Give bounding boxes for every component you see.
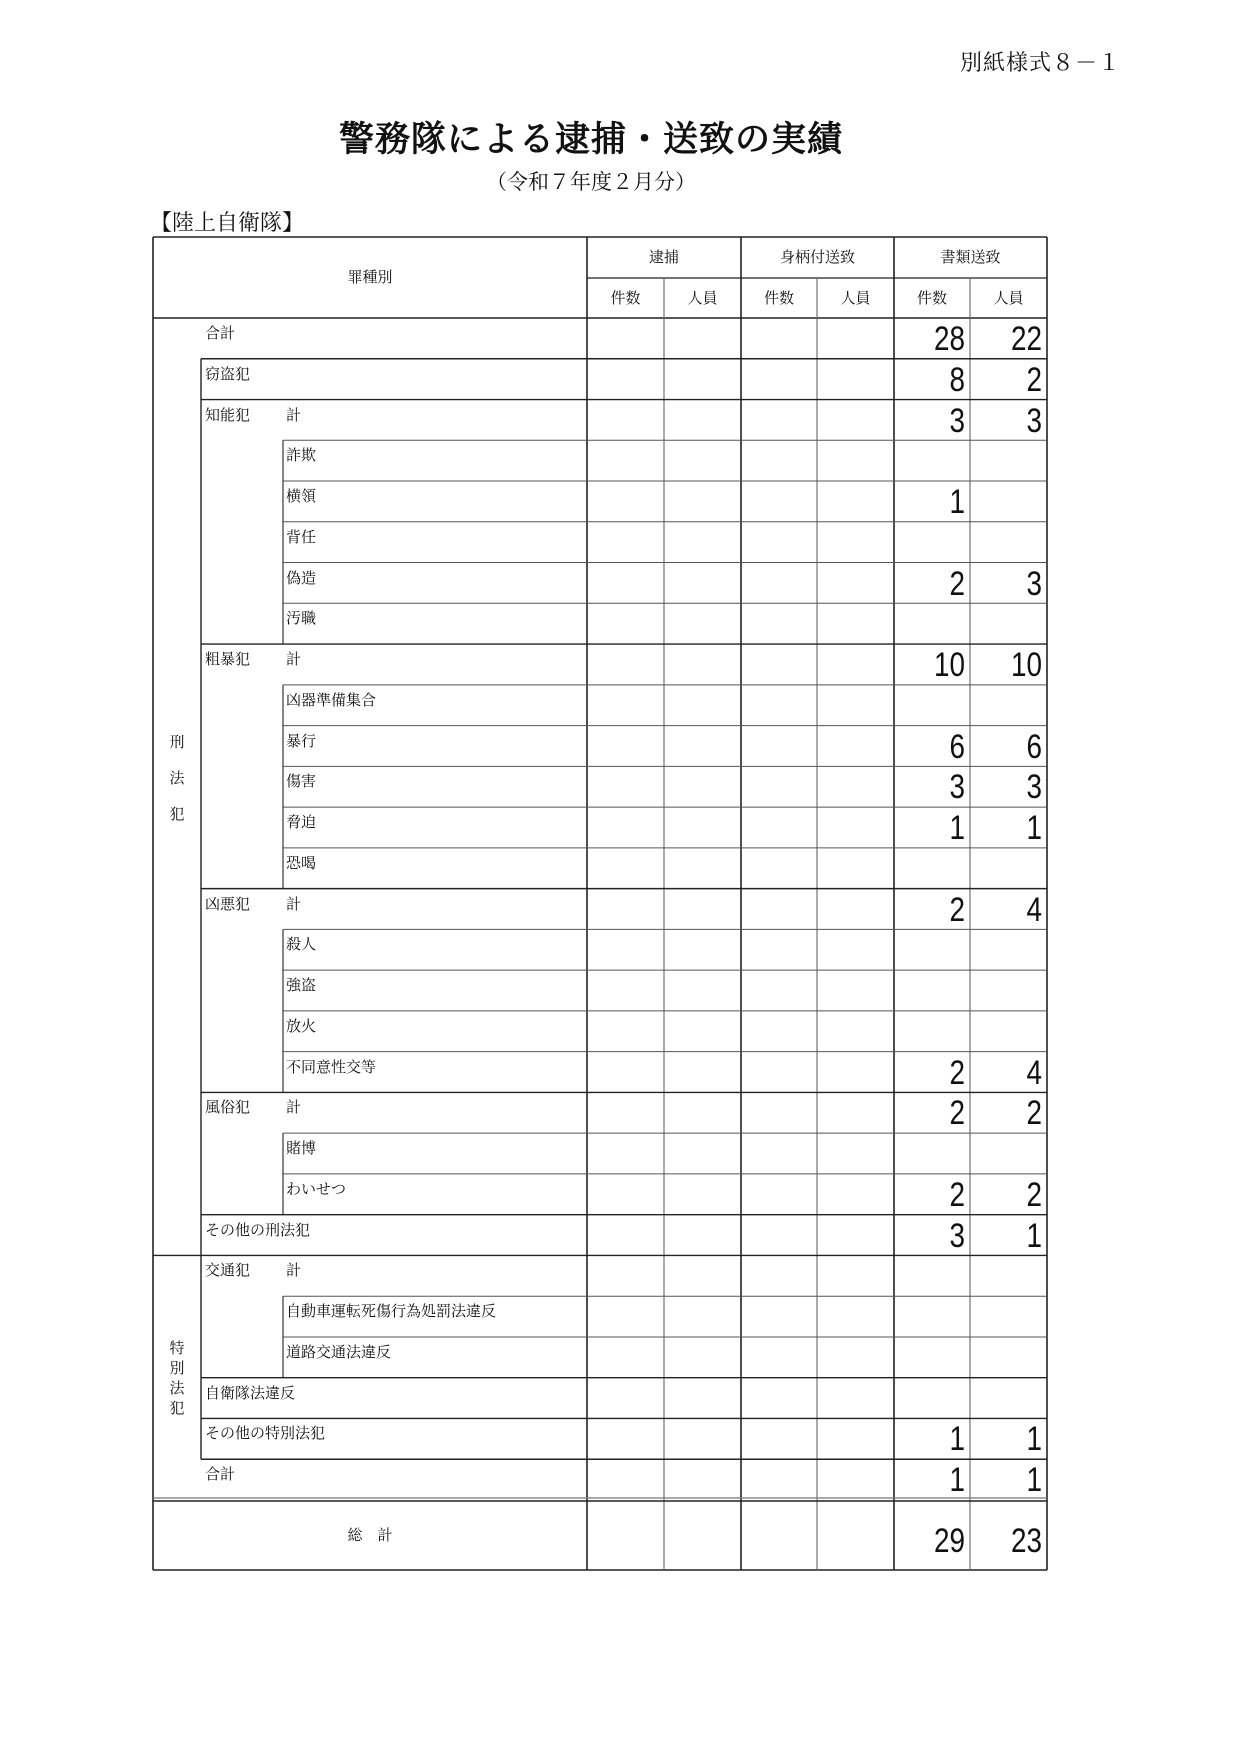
row-label: 合計 bbox=[205, 324, 236, 342]
row-sublabel: 賭博 bbox=[286, 1139, 317, 1158]
form-number: 別紙様式８－１ bbox=[960, 51, 1122, 76]
row-sublabel: わいせつ bbox=[286, 1179, 347, 1198]
row-label: 交通犯 bbox=[205, 1261, 251, 1280]
cell-value: 1 bbox=[949, 483, 965, 522]
cell-value: 1 bbox=[1026, 1216, 1042, 1255]
cell-value: 6 bbox=[1026, 727, 1042, 766]
row-sublabel: 道路交通法違反 bbox=[286, 1342, 392, 1361]
header-category: 罪種別 bbox=[347, 268, 393, 286]
row-label: その他の特別法犯 bbox=[205, 1424, 326, 1443]
row-label: 知能犯 bbox=[205, 405, 251, 424]
group-label-special-char: 犯 bbox=[169, 1398, 185, 1417]
cell-value: 2 bbox=[949, 564, 965, 603]
group-label-special-char: 特 bbox=[169, 1338, 185, 1357]
header-group-0: 逮捕 bbox=[648, 248, 679, 266]
cell-value: 6 bbox=[949, 727, 965, 766]
cell-value: 4 bbox=[1026, 890, 1042, 929]
row-sublabel: 背任 bbox=[286, 527, 317, 546]
cell-value: 8 bbox=[949, 360, 965, 399]
cell-value: 28 bbox=[933, 320, 965, 358]
cell-value: 2 bbox=[1026, 1094, 1042, 1133]
row-sublabel: 強盗 bbox=[286, 976, 317, 995]
row-label: 窃盗犯 bbox=[205, 364, 251, 383]
cell-value: 3 bbox=[1026, 401, 1042, 440]
row-label: その他の刑法犯 bbox=[205, 1220, 311, 1239]
row-sublabel: 横領 bbox=[286, 487, 317, 506]
grand-total-value: 29 bbox=[933, 1522, 965, 1560]
header-sub: 件数 bbox=[763, 289, 794, 307]
header-group-1: 身柄付送致 bbox=[779, 248, 855, 266]
cell-value: 3 bbox=[1026, 768, 1042, 807]
header-sub: 件数 bbox=[916, 289, 947, 307]
row-sublabel: 計 bbox=[286, 650, 302, 669]
grand-total-value: 23 bbox=[1010, 1522, 1042, 1560]
cell-value: 2 bbox=[949, 1094, 965, 1133]
cell-value: 2 bbox=[949, 1175, 965, 1214]
cell-value: 1 bbox=[949, 809, 965, 848]
row-sublabel: 暴行 bbox=[286, 731, 317, 750]
cell-value: 10 bbox=[933, 646, 965, 685]
cell-value: 1 bbox=[1026, 1420, 1042, 1459]
header-sub: 人員 bbox=[993, 289, 1024, 307]
cell-value: 2 bbox=[1026, 1175, 1042, 1214]
row-sublabel: 不同意性交等 bbox=[286, 1057, 377, 1076]
cell-value: 2 bbox=[949, 1053, 965, 1092]
cell-value: 1 bbox=[1026, 1461, 1042, 1500]
row-label: 粗暴犯 bbox=[205, 650, 251, 669]
row-label: 合計 bbox=[205, 1465, 236, 1484]
cell-value: 1 bbox=[1026, 809, 1042, 848]
cell-value: 3 bbox=[1026, 564, 1042, 603]
header-sub: 人員 bbox=[687, 289, 718, 307]
grand-total-label: 総 計 bbox=[347, 1526, 393, 1544]
group-label-penal-char: 法 bbox=[169, 768, 185, 787]
cell-value: 4 bbox=[1026, 1053, 1042, 1092]
row-sublabel: 脅迫 bbox=[286, 813, 317, 832]
cell-value: 10 bbox=[1010, 646, 1042, 685]
row-label: 凶悪犯 bbox=[205, 894, 251, 913]
row-label: 風俗犯 bbox=[205, 1098, 251, 1117]
cell-value: 3 bbox=[949, 401, 965, 440]
group-label-penal-char: 刑 bbox=[169, 732, 185, 751]
row-label: 自衛隊法違反 bbox=[205, 1383, 296, 1402]
cell-value: 22 bbox=[1010, 320, 1042, 358]
cell-value: 1 bbox=[949, 1461, 965, 1500]
header-sub: 件数 bbox=[610, 289, 641, 307]
header-sub: 人員 bbox=[840, 289, 871, 307]
row-sublabel: 恐喝 bbox=[286, 853, 317, 872]
document-title: 警務隊による逮捕・送致の実績 bbox=[338, 120, 843, 160]
row-sublabel: 傷害 bbox=[286, 772, 317, 791]
cell-value: 2 bbox=[1026, 360, 1042, 399]
row-sublabel: 偽造 bbox=[286, 568, 317, 587]
row-sublabel: 殺人 bbox=[286, 935, 317, 954]
row-sublabel: 計 bbox=[286, 405, 302, 424]
section-label: 【陸上自衛隊】 bbox=[150, 211, 305, 236]
cell-value: 2 bbox=[949, 890, 965, 929]
row-sublabel: 計 bbox=[286, 894, 302, 913]
cell-value: 3 bbox=[949, 768, 965, 807]
cell-value: 1 bbox=[949, 1420, 965, 1459]
group-label-special-char: 別 bbox=[169, 1358, 185, 1377]
row-sublabel: 汚職 bbox=[286, 609, 317, 628]
group-label-penal-char: 犯 bbox=[169, 804, 185, 823]
document-subtitle: （令和７年度２月分） bbox=[486, 170, 696, 194]
row-sublabel: 詐欺 bbox=[286, 446, 317, 465]
row-sublabel: 凶器準備集合 bbox=[286, 690, 377, 709]
row-sublabel: 自動車運転死傷行為処罰法違反 bbox=[286, 1302, 497, 1321]
row-sublabel: 計 bbox=[286, 1098, 302, 1117]
row-sublabel: 放火 bbox=[286, 1016, 317, 1035]
cell-value: 3 bbox=[949, 1216, 965, 1255]
group-label-special-char: 法 bbox=[169, 1378, 185, 1397]
header-group-2: 書類送致 bbox=[940, 248, 1001, 266]
row-sublabel: 計 bbox=[286, 1261, 302, 1280]
